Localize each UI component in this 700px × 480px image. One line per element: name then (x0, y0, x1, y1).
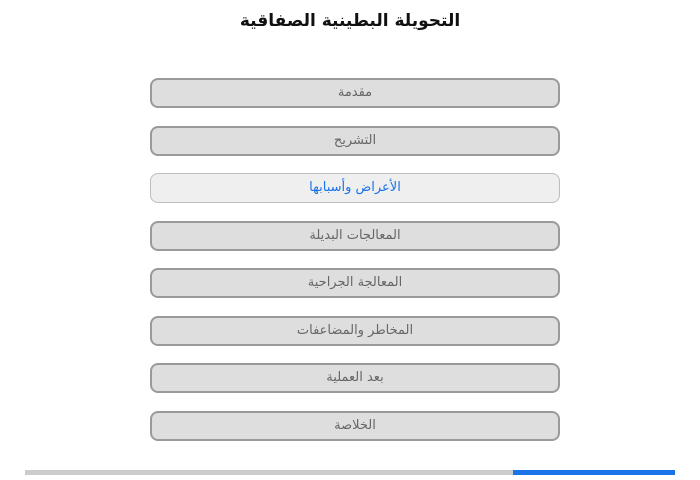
menu-item-alternative-treatments[interactable]: المعالجات البديلة (150, 221, 560, 251)
menu-item-anatomy[interactable]: التشريح (150, 126, 560, 156)
page-title: التحويلة البطينية الصفاقية (239, 11, 461, 31)
menu-item-symptoms-causes[interactable]: الأعراض وأسبابها (150, 173, 560, 203)
chapter-menu (150, 78, 560, 458)
menu-item-introduction[interactable]: مقدمة (150, 78, 560, 108)
menu-item-summary[interactable]: الخلاصة (150, 411, 560, 441)
progress-bar-fill (513, 470, 676, 475)
menu-item-risks-complications[interactable]: المخاطر والمضاعفات (150, 316, 560, 346)
progress-bar (25, 470, 675, 475)
menu-item-surgical-treatment[interactable]: المعالجة الجراحية (150, 268, 560, 298)
menu-item-after-surgery[interactable]: بعد العملية (150, 363, 560, 393)
